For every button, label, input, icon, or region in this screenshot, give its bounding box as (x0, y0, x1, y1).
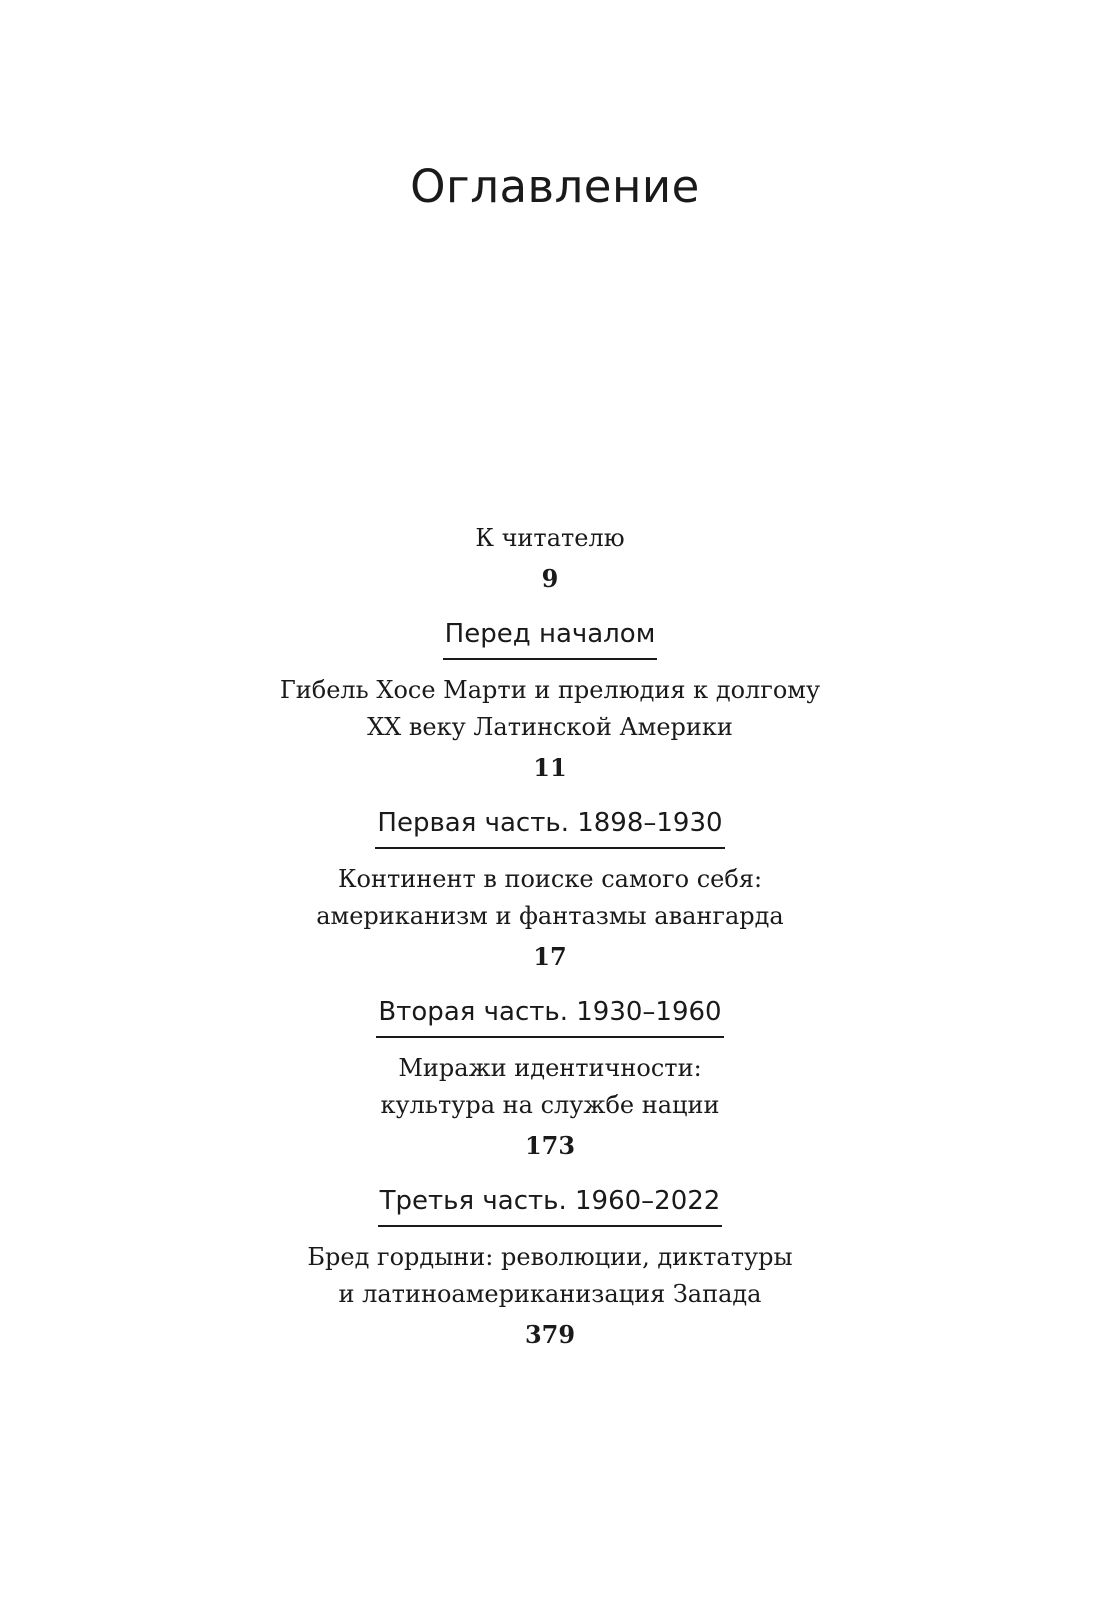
toc-part-heading[interactable]: Вторая часть. 1930–1960 (376, 995, 723, 1038)
toc-page-number[interactable]: 11 (533, 753, 567, 782)
toc-entry-part3 (0, 1164, 1100, 1353)
toc-entry-description[interactable] (0, 1050, 1100, 1124)
toc-part-heading[interactable]: Перед началом (443, 617, 658, 660)
toc-entry-part2 (0, 975, 1100, 1164)
toc-entry-line: XX веку Латинской Америки (367, 713, 733, 741)
toc-entry-line: Континент в поиске самого себя: (337, 865, 763, 893)
toc-entry-description[interactable] (0, 1239, 1100, 1313)
toc-entry-line: американизм и фантазмы авангарда (316, 902, 784, 930)
toc-entry-line: и латиноамериканизация Запада (338, 1280, 762, 1308)
toc-entry-label[interactable] (0, 520, 1100, 557)
toc-entry-line: Бред гордыни: революции, диктатуры (307, 1243, 793, 1271)
toc-entry-prelude (0, 597, 1100, 786)
toc-entry-line: Гибель Хосе Марти и прелюдия к долгому (279, 676, 821, 704)
toc-page-number[interactable]: 173 (524, 1131, 576, 1160)
toc-entry-line: К читателю (475, 524, 625, 552)
toc-part-heading[interactable]: Третья часть. 1960–2022 (378, 1184, 723, 1227)
toc-part-heading[interactable]: Первая часть. 1898–1930 (375, 806, 724, 849)
toc-entry-description[interactable] (0, 672, 1100, 746)
toc-entry-line: культура на службе нации (380, 1091, 720, 1119)
toc-entry-line: Миражи идентичности: (398, 1054, 702, 1082)
table-of-contents (0, 520, 1100, 1353)
toc-entry-part1 (0, 786, 1100, 975)
toc-page-number[interactable]: 17 (533, 942, 567, 971)
toc-entry-description[interactable] (0, 861, 1100, 935)
toc-entry-intro (0, 520, 1100, 597)
toc-page-number[interactable]: 9 (541, 564, 559, 593)
page-title: Оглавление (410, 160, 700, 213)
toc-page-number[interactable]: 379 (524, 1320, 576, 1349)
